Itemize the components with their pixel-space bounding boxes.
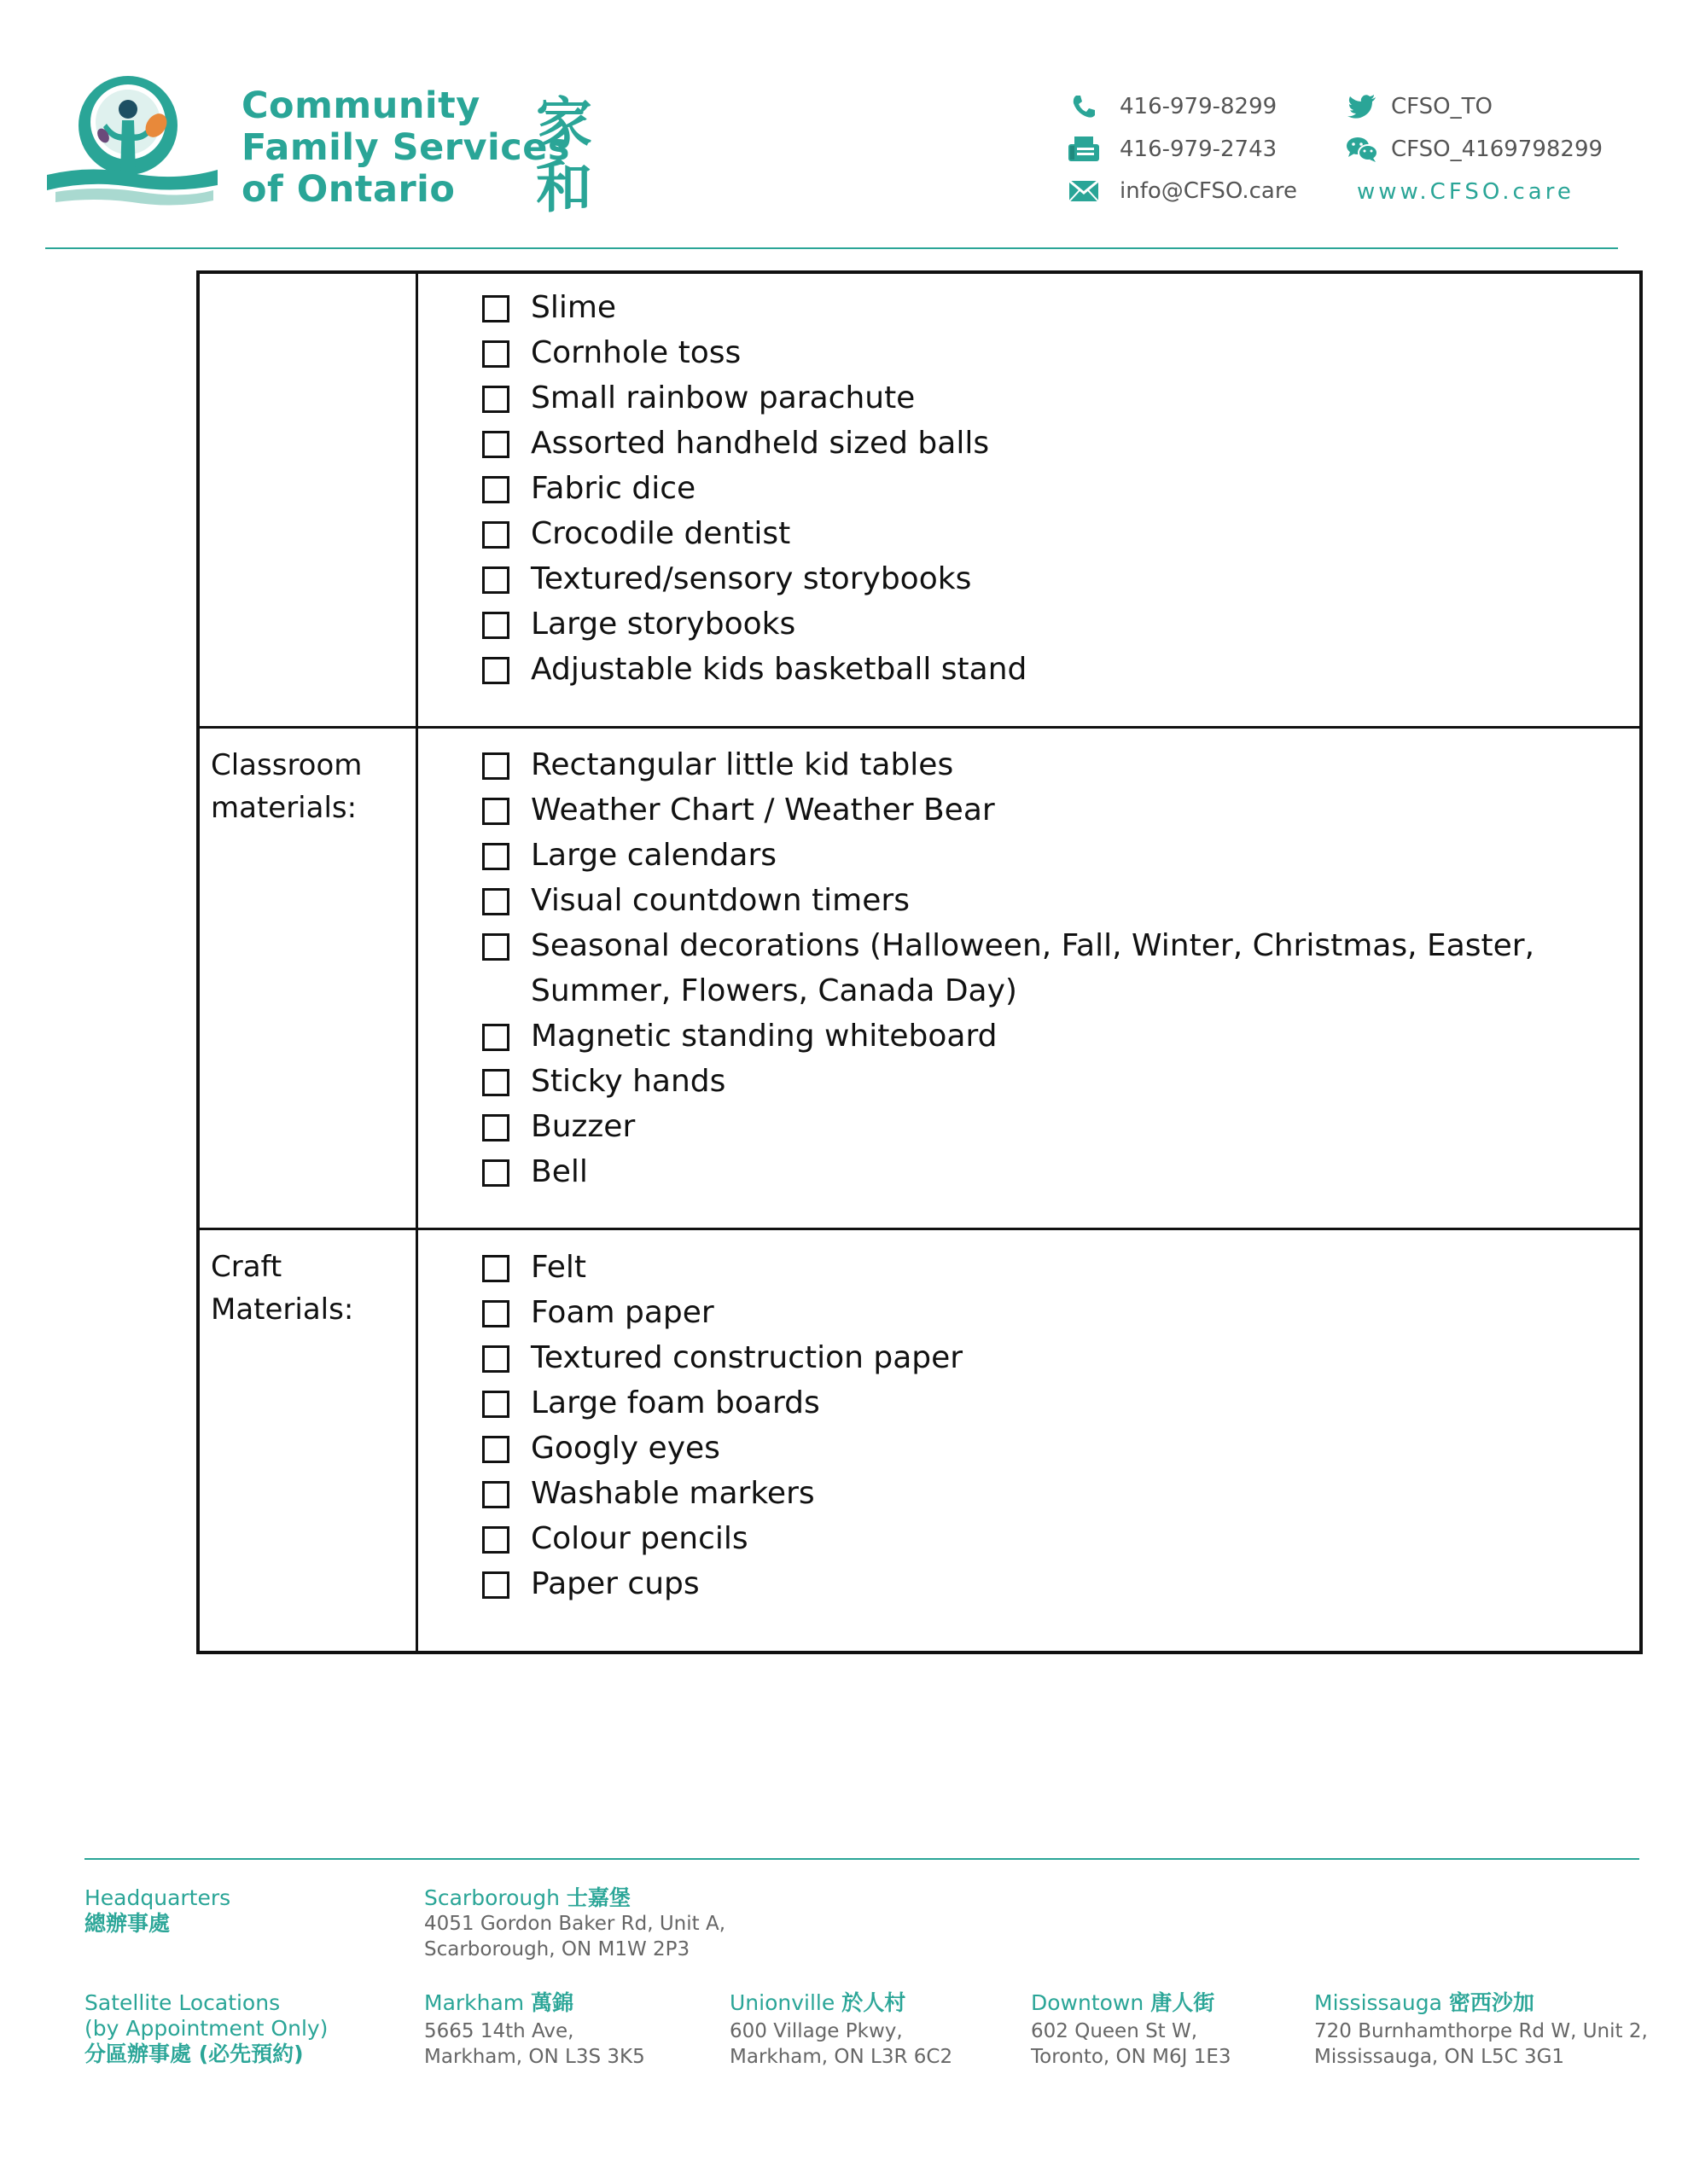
checkbox[interactable] (482, 1571, 509, 1599)
item-label: Adjustable kids basketball stand (531, 652, 1027, 687)
checklist-item (482, 1335, 1609, 1380)
location-address-line1: 600 Village Pkwy, (730, 2020, 903, 2042)
checklist-item (482, 421, 1609, 466)
checklist-group-classroom (482, 742, 1609, 1194)
checkbox[interactable] (482, 888, 509, 915)
row-label-craft (211, 1246, 407, 1331)
checklist-item (482, 1426, 1609, 1471)
row-label-line: Materials: (211, 1292, 354, 1327)
checkbox[interactable] (482, 843, 509, 870)
checkbox[interactable] (482, 1255, 509, 1282)
item-label: Washable markers (531, 1476, 815, 1511)
checkbox[interactable] (482, 1024, 509, 1051)
location-name: Markham 萬錦 (424, 1990, 574, 2015)
twitter-handle[interactable]: CFSO_TO (1391, 94, 1493, 119)
cfso-logo (47, 73, 218, 222)
location-address-line1: 5665 14th Ave, (424, 2020, 574, 2042)
satellite-label-line1: Satellite Locations (84, 1990, 281, 2015)
checklist-item (482, 330, 1609, 375)
checkbox[interactable] (482, 1114, 509, 1141)
checklist-item (482, 833, 1609, 878)
row-label-line: Craft (211, 1250, 282, 1284)
checkbox[interactable] (482, 798, 509, 825)
checklist-item (482, 556, 1609, 601)
item-label: Cornhole toss (531, 335, 742, 370)
org-name-line3: of Ontario (242, 168, 456, 211)
checklist-table (196, 270, 1639, 1651)
item-label: Slime (531, 290, 617, 325)
item-label: Colour pencils (531, 1521, 748, 1556)
checklist-item (482, 647, 1609, 692)
wechat-id[interactable]: CFSO_4169798299 (1391, 136, 1603, 162)
email-contact (1067, 177, 1297, 206)
satellite-label-zh: 分區辦事處 (必先預約) (84, 2042, 304, 2066)
checkbox[interactable] (482, 1526, 509, 1554)
footer-downtown (1031, 1990, 1231, 2070)
checklist-item (482, 285, 1609, 330)
org-name-line1: Community (242, 84, 480, 127)
checkbox[interactable] (482, 1069, 509, 1096)
location-address-line2: Mississauga, ON L5C 3G1 (1314, 2046, 1565, 2068)
organization-chinese-name (536, 92, 604, 218)
location-address-line2: Toronto, ON M6J 1E3 (1031, 2046, 1231, 2068)
location-address-line2: Markham, ON L3R 6C2 (730, 2046, 953, 2068)
checkbox[interactable] (482, 386, 509, 413)
checklist-item (482, 1104, 1609, 1149)
checklist-item (482, 466, 1609, 511)
checkbox[interactable] (482, 295, 509, 322)
footer-unionville (730, 1990, 952, 2070)
checkbox[interactable] (482, 1159, 509, 1187)
checkbox[interactable] (482, 933, 509, 961)
mail-icon (1067, 177, 1101, 206)
item-label: Magnetic standing whiteboard (531, 1019, 998, 1054)
footer-mississauga (1314, 1990, 1648, 2070)
checklist-item (482, 1471, 1609, 1516)
location-address-line2: Markham, ON L3S 3K5 (424, 2046, 645, 2068)
checklist-item (482, 375, 1609, 421)
satellite-label-line2: (by Appointment Only) (84, 2016, 329, 2041)
wechat-contact (1345, 135, 1603, 164)
checklist-item (482, 1380, 1609, 1426)
location-name: Mississauga 密西沙加 (1314, 1990, 1534, 2015)
twitter-contact (1345, 92, 1493, 121)
item-label: Fabric dice (531, 471, 696, 506)
fax-contact (1067, 135, 1277, 164)
org-name-line2: Family Services (242, 126, 571, 169)
footer-hq-label (84, 1885, 230, 1937)
item-label: Small rainbow parachute (531, 380, 916, 415)
item-label: Buzzer (531, 1109, 636, 1144)
org-chinese-char2: 和 (536, 154, 592, 220)
checklist-item (482, 1516, 1609, 1561)
phone-icon (1067, 92, 1101, 121)
checkbox[interactable] (482, 1436, 509, 1463)
item-label: Large calendars (531, 838, 777, 873)
item-label: Googly eyes (531, 1431, 720, 1466)
checkbox[interactable] (482, 1391, 509, 1418)
organization-name (242, 84, 571, 211)
footer-satellite-label (84, 1990, 328, 2067)
checklist-item (482, 1245, 1609, 1290)
item-label: Felt (531, 1250, 587, 1285)
phone-contact (1067, 92, 1277, 121)
item-label: Large foam boards (531, 1385, 820, 1420)
org-chinese-char1: 家 (536, 90, 592, 157)
item-label: Weather Chart / Weather Bear (531, 793, 995, 828)
checklist-group-craft (482, 1245, 1609, 1606)
header-divider (45, 247, 1618, 249)
row-divider-2 (196, 1228, 1639, 1230)
checkbox[interactable] (482, 1481, 509, 1508)
email-address[interactable]: info@CFSO.care (1120, 178, 1297, 204)
location-name: Unionville 於人村 (730, 1990, 906, 2015)
checklist-item (482, 1290, 1609, 1335)
checkbox[interactable] (482, 476, 509, 503)
item-label: Textured construction paper (531, 1340, 963, 1375)
item-label: Crocodile dentist (531, 516, 791, 551)
checklist-item (482, 923, 1609, 1014)
checklist-item (482, 787, 1609, 833)
checklist-item (482, 511, 1609, 556)
wechat-icon (1345, 135, 1379, 164)
item-label: Large storybooks (531, 607, 796, 642)
item-label: Foam paper (531, 1295, 714, 1330)
website-link[interactable]: www.CFSO.care (1357, 179, 1574, 205)
checkbox[interactable] (482, 1345, 509, 1373)
row-label-line: Classroom (211, 748, 363, 782)
location-address-line1: 602 Queen St W, (1031, 2020, 1198, 2042)
item-label: Assorted handheld sized balls (531, 426, 990, 461)
item-label: Visual countdown timers (531, 883, 910, 918)
hq-label: Headquarters (84, 1885, 231, 1910)
checklist-item (482, 1561, 1609, 1606)
location-address-line1: 4051 Gordon Baker Rd, Unit A, (424, 1913, 726, 1935)
location-name: Downtown 唐人街 (1031, 1990, 1215, 2015)
checklist-item (482, 1149, 1609, 1194)
hq-label-zh: 總辦事處 (84, 1911, 171, 1936)
checklist-item (482, 878, 1609, 923)
checkbox[interactable] (482, 521, 509, 549)
checkbox[interactable] (482, 1300, 509, 1327)
checkbox[interactable] (482, 431, 509, 458)
item-label: Textured/sensory storybooks (531, 561, 972, 596)
item-label: Seasonal decorations (Halloween, Fall, Winter, Christmas, Easter, Summer, Flowers, Canada Day) (531, 928, 1535, 1008)
checkbox[interactable] (482, 340, 509, 368)
item-label: Rectangular little kid tables (531, 747, 954, 782)
item-label: Sticky hands (531, 1064, 726, 1099)
checklist-item (482, 1014, 1609, 1059)
footer-markham (424, 1990, 645, 2070)
checkbox[interactable] (482, 612, 509, 639)
checkbox[interactable] (482, 657, 509, 684)
fax-number: 416-979-2743 (1120, 136, 1278, 162)
footer-divider (84, 1858, 1639, 1860)
checkbox[interactable] (482, 566, 509, 594)
row-label-classroom (211, 744, 407, 829)
location-address-line2: Scarborough, ON M1W 2P3 (424, 1938, 690, 1960)
phone-number: 416-979-8299 (1120, 94, 1278, 119)
fax-icon (1067, 135, 1101, 164)
checklist-item (482, 1059, 1609, 1104)
checkbox[interactable] (482, 752, 509, 780)
footer-scarborough (424, 1885, 725, 1962)
location-address-line1: 720 Burnhamthorpe Rd W, Unit 2, (1314, 2020, 1648, 2042)
row-label-line: materials: (211, 791, 358, 825)
location-name: Scarborough 士嘉堡 (424, 1885, 631, 1910)
checklist-item (482, 601, 1609, 647)
checklist-group-toys (482, 285, 1609, 692)
column-divider (416, 270, 418, 1651)
item-label: Bell (531, 1154, 588, 1189)
twitter-icon (1345, 92, 1379, 121)
row-divider-1 (196, 726, 1639, 729)
checklist-item (482, 742, 1609, 787)
item-label: Paper cups (531, 1566, 700, 1601)
